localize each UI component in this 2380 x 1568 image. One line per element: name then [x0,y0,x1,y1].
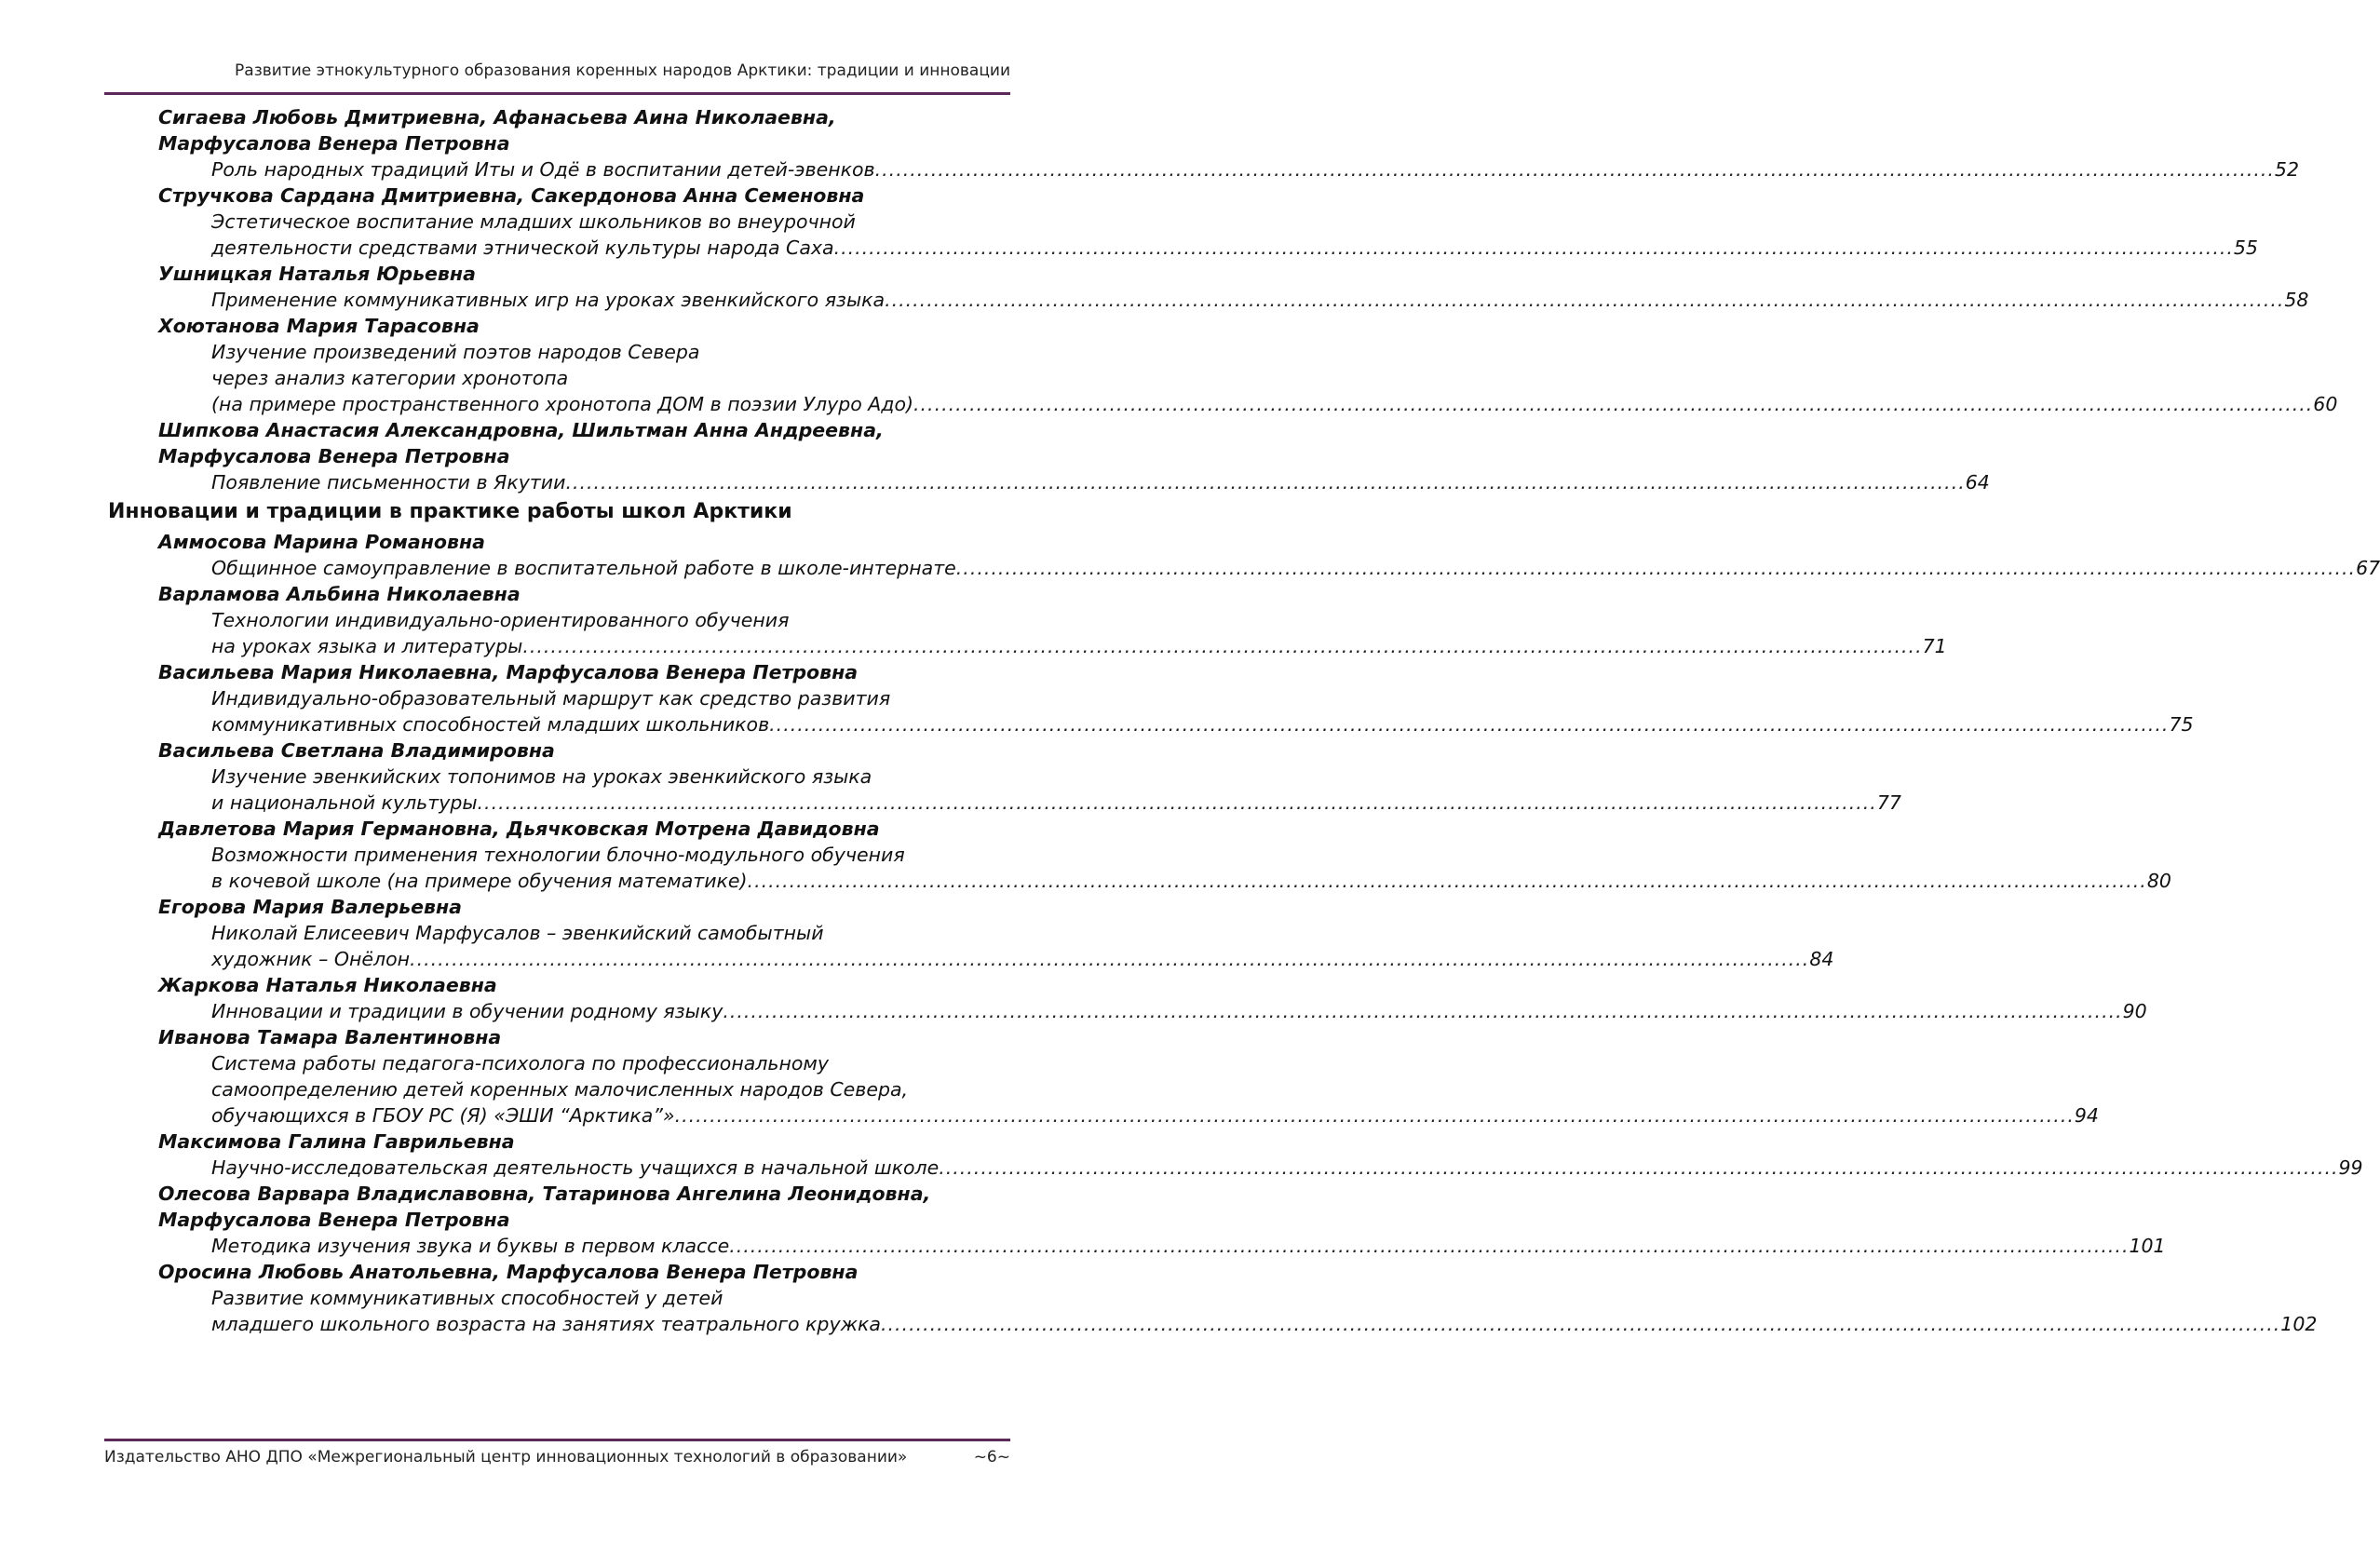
entry-page-number: 75 [2169,713,2194,736]
toc-entry [104,182,2258,261]
dot-leader: ........................................................................................................................................................................................................ [477,791,1877,814]
entry-title-text: Применение коммуникативных игр на уроках эвенкийского языка [211,289,886,311]
entry-title-line [211,1102,2099,1129]
entry-title-block [211,1285,2318,1337]
dot-leader: ........................................................................................................................................................................................................ [885,289,2285,311]
entry-title-line [211,391,2338,417]
entry-page-number: 58 [2284,289,2309,311]
entry-page-number: 90 [2122,1000,2147,1022]
dot-leader: ........................................................................................................................................................................................................ [729,1235,2130,1257]
entry-authors: Сигаева Любовь Дмитриевна, Афанасьева Аина Николаевна, [158,106,836,128]
entry-title-line [211,920,1005,946]
toc-entry [104,581,1947,659]
entry-title-line [211,607,1005,633]
dot-leader: ........................................................................................................................................................................................................ [881,1313,2281,1335]
entry-page-number: 84 [1809,948,1834,970]
entry-title-text: Эстетическое воспитание младших школьников во внеурочной [211,210,856,233]
entry-title-text: коммуникативных способностей младших школьников [211,713,770,736]
entry-title-line [211,1076,1005,1102]
entry-authors: Иванова Тамара Валентиновна [158,1026,502,1048]
entry-title-text: самоопределению детей коренных малочисленных народов Севера, [211,1078,909,1101]
entry-authors: Шипкова Анастасия Александровна, Шильтман Анна Андреевна, [158,419,884,441]
entry-title-line [211,469,1990,495]
entry-title-block [211,287,2309,313]
entry-title-text: деятельности средствами этнической культуры народа Саха [211,237,834,259]
entry-title-line [211,842,1005,868]
entry-page-number: 77 [1876,791,1901,814]
dot-leader: ........................................................................................................................................................................................................ [833,237,2234,259]
header-rule [104,92,1010,95]
entry-title-text: Инновации и традиции в обучении родному языку [211,1000,723,1022]
entry-authors: Варламова Альбина Николаевна [158,583,521,605]
entry-title-line [211,1050,1005,1076]
dot-leader: ........................................................................................................................................................................................................ [522,635,1923,657]
toc-entry [104,1129,2363,1181]
entry-authors: Ушницкая Наталья Юрьевна [158,263,476,285]
dot-leader: ........................................................................................................................................................................................................ [410,948,1810,970]
entry-authors: Марфусалова Венера Петровна [158,445,510,467]
entry-title-line [211,156,2300,182]
entry-title-line [211,998,2147,1024]
toc-entry [104,816,2171,894]
entry-page-number: 67 [2356,557,2380,579]
entry-authors: Аммосова Марина Романовна [158,531,485,553]
page-footer [104,1448,1010,1467]
entry-title-block [211,998,2147,1024]
toc-entry [104,972,2147,1024]
entry-authors: Давлетова Мария Германовна, Дьячковская Мотрена Давидовна [158,818,880,840]
entry-title-text: Николай Елисеевич Марфусалов – эвенкийский самобытный [211,922,824,944]
entry-title-line [211,287,2309,313]
entry-title-line [211,209,1005,235]
entry-title-text: Изучение эвенкийских топонимов на уроках эвенкийского языка [211,765,872,788]
entry-title-line [211,764,1005,790]
entry-title-block [211,842,2171,894]
entry-title-line [211,1285,1005,1311]
entry-page-number: 60 [2313,393,2338,415]
entry-title-text: в кочевой школе (на примере обучения математике) [211,870,748,892]
toc-entry [104,659,2194,737]
table-of-contents [104,104,2380,1337]
entry-title-line [211,1233,2166,1259]
entry-title-text: Роль народных традиций Иты и Одё в воспитании детей-эвенков [211,158,875,181]
entry-title-text: Развитие коммуникативных способностей у детей [211,1287,723,1309]
entry-title-line [211,1155,2363,1181]
entry-page-number: 101 [2129,1235,2166,1257]
entry-page-number: 80 [2146,870,2171,892]
entry-title-block [211,920,1834,972]
entry-page-number: 64 [1965,471,1990,493]
entry-title-line [211,633,1947,659]
entry-authors: Максимова Галина Гаврильевна [158,1130,515,1153]
entry-title-block [211,555,2380,581]
toc-entry [104,737,1901,816]
dot-leader: ........................................................................................................................................................................................................ [565,471,1966,493]
entry-title-line [211,711,2194,737]
entry-authors: Олесова Варвара Владиславовна, Татаринова Ангелина Леонидовна, [158,1183,931,1205]
entry-authors: Васильева Светлана Владимировна [158,739,555,762]
entry-title-line [211,868,2171,894]
entry-title-block [211,1155,2363,1181]
entry-title-line [211,790,1901,816]
entry-title-line [211,365,1005,391]
dot-leader: ........................................................................................................................................................................................................ [955,557,2357,579]
entry-title-text: обучающихся в ГБОУ РС (Я) «ЭШИ “Арктика”» [211,1104,675,1127]
entry-title-block [211,1233,2166,1259]
toc-entry [104,1259,2318,1337]
entry-authors: Стручкова Сардана Дмитриевна, Сакердонова Анна Семеновна [158,184,865,207]
entry-page-number: 71 [1922,635,1947,657]
dot-leader: ........................................................................................................................................................................................................ [939,1156,2339,1179]
entry-authors: Жаркова Наталья Николаевна [158,974,497,996]
footer-rule [104,1439,1010,1441]
entry-title-text: Технологии индивидуально-ориентированного обучения [211,609,790,631]
entry-title-text: и национальной культуры [211,791,478,814]
toc-entry [104,417,1990,495]
entry-title-text: художник – Онёлон [211,948,411,970]
entry-title-block [211,764,1901,816]
entry-authors: Оросина Любовь Анатольевна, Марфусалова Венера Петровна [158,1261,859,1283]
entry-title-line [211,555,2380,581]
toc-entry [104,261,2309,313]
dot-leader: ........................................................................................................................................................................................................ [747,870,2147,892]
entry-title-text: Методика изучения звука и буквы в первом классе [211,1235,730,1257]
entry-title-line [211,339,1005,365]
entry-page-number: 99 [2338,1156,2363,1179]
toc-entry [104,529,2380,581]
entry-title-line [211,1311,2318,1337]
entry-authors: Марфусалова Венера Петровна [158,1209,510,1231]
dot-leader: ........................................................................................................................................................................................................ [723,1000,2123,1022]
dot-leader: ........................................................................................................................................................................................................ [769,713,2170,736]
entry-authors: Марфусалова Венера Петровна [158,132,510,155]
running-header: Развитие этнокультурного образования коренных народов Арктики: традиции и инновации [235,61,1010,80]
entry-title-text: Изучение произведений поэтов народов Севера [211,341,700,363]
entry-title-text: Возможности применения технологии блочно-модульного обучения [211,844,905,866]
toc-entry [104,894,1834,972]
entry-title-text: Индивидуально-образовательный маршрут как средство развития [211,687,891,710]
entry-title-line [211,685,1005,711]
toc-entry [104,1181,2166,1259]
page-number: ~6~ [973,1448,1010,1467]
entry-title-block [211,209,2258,261]
toc-entry [104,104,2300,182]
entry-title-block [211,339,2338,417]
entry-title-line [211,235,2258,261]
entry-authors: Хоютанова Мария Тарасовна [158,315,480,337]
entry-title-block [211,1050,2099,1129]
entry-title-block [211,607,1947,659]
entry-title-text: младшего школьного возраста на занятиях театрального кружка [211,1313,881,1335]
entry-title-text: Система работы педагога-психолога по профессиональному [211,1052,830,1075]
publisher-text: Издательство АНО ДПО «Межрегиональный центр инновационных технологий в образовании» [104,1448,908,1467]
entry-page-number: 102 [2280,1313,2318,1335]
dot-leader: ........................................................................................................................................................................................................ [674,1104,2075,1127]
entry-title-block [211,156,2300,182]
entry-title-block [211,685,2194,737]
toc-entry [104,313,2338,417]
entry-authors: Егорова Мария Валерьевна [158,896,462,918]
section-heading: Инновации и традиции в практике работы школ Арктики [108,500,792,523]
entry-title-text: Общинное самоуправление в воспитательной работе в школе-интернате [211,557,956,579]
entry-title-block [211,469,1990,495]
toc-entry [104,1024,2099,1129]
entry-title-line [211,946,1834,972]
entry-authors: Васильева Мария Николаевна, Марфусалова Венера Петровна [158,661,859,683]
dot-leader: ........................................................................................................................................................................................................ [874,158,2275,181]
entry-page-number: 55 [2233,237,2258,259]
entry-title-text: через анализ категории хронотопа [211,367,569,389]
entry-page-number: 52 [2274,158,2300,181]
dot-leader: ........................................................................................................................................................................................................ [913,393,2314,415]
entry-title-text: (на примере пространственного хронотопа ДОМ в поэзии Улуро Адо) [211,393,914,415]
entry-title-text: Появление письменности в Якутии [211,471,566,493]
entry-title-text: Научно-исследовательская деятельность учащихся в начальной школе [211,1156,940,1179]
entry-title-text: на уроках языка и литературы [211,635,523,657]
entry-page-number: 94 [2074,1104,2099,1127]
